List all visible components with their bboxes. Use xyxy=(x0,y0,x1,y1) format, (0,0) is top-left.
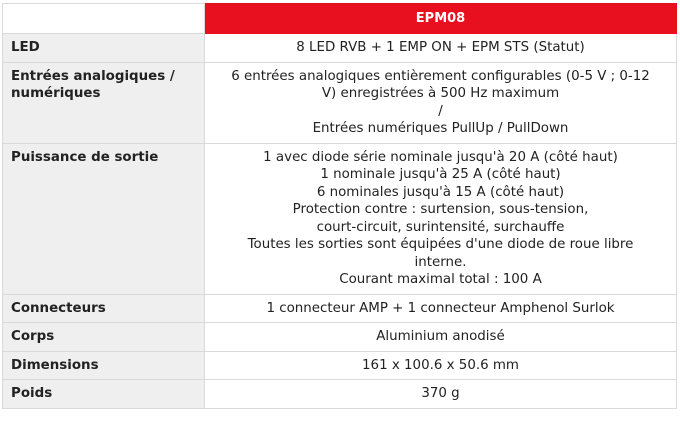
header-row xyxy=(3,4,677,34)
label-line: Corps xyxy=(11,329,55,344)
label-line: Poids xyxy=(11,386,53,401)
row-label xyxy=(3,351,205,380)
row-label xyxy=(3,323,205,352)
value-line: court-circuit, surintensité, surchauffe xyxy=(316,219,565,235)
value-line: 1 avec diode série nominale jusqu'à 20 A (côté haut) xyxy=(263,149,618,165)
row-label xyxy=(3,34,205,63)
label-line: Entrées analogiques / xyxy=(11,68,175,84)
value-line: Protection contre : surtension, sous-tension, xyxy=(292,202,589,217)
row-value xyxy=(205,143,677,294)
spec-table-header xyxy=(3,4,677,34)
label-line: numériques xyxy=(11,86,101,101)
row-value xyxy=(205,380,677,409)
header-blank-cell xyxy=(3,4,205,34)
value-line: 1 connecteur AMP + 1 connecteur Amphenol Surlok xyxy=(266,300,615,316)
row-output-power xyxy=(3,143,677,294)
model-name-header: EPM08 xyxy=(205,4,677,34)
row-connectors xyxy=(3,294,677,323)
spec-table xyxy=(2,3,677,409)
row-label xyxy=(3,380,205,409)
row-inputs xyxy=(3,62,677,143)
value-line: interne. xyxy=(414,254,467,270)
row-value xyxy=(205,351,677,380)
row-value xyxy=(205,34,677,63)
value-line: 370 g xyxy=(421,386,460,401)
value-line: 6 nominales jusqu'à 15 A (côté haut) xyxy=(316,184,565,200)
value-line: 8 LED RVB + 1 EMP ON + EPM STS (Statut) xyxy=(296,40,585,55)
label-line: Puissance de sortie xyxy=(11,149,159,165)
value-line: 1 nominale jusqu'à 25 A (côté haut) xyxy=(320,167,561,182)
row-weight xyxy=(3,380,677,409)
label-line: LED xyxy=(11,40,40,55)
row-value xyxy=(205,294,677,323)
row-label xyxy=(3,143,205,294)
row-label xyxy=(3,294,205,323)
label-line: Connecteurs xyxy=(11,300,106,316)
value-line: 161 x 100.6 x 50.6 mm xyxy=(362,357,519,373)
row-led xyxy=(3,34,677,63)
spec-table-body xyxy=(3,34,677,409)
row-body xyxy=(3,323,677,352)
value-line: / xyxy=(438,103,443,119)
value-line: Entrées numériques PullUp / PullDown xyxy=(312,121,569,136)
value-line: Aluminium anodisé xyxy=(376,329,505,344)
row-label xyxy=(3,62,205,143)
row-value xyxy=(205,323,677,352)
label-line: Dimensions xyxy=(11,357,99,373)
value-line: 6 entrées analogiques entièrement configurables (0-5 V ; 0-12 xyxy=(231,68,650,84)
row-value xyxy=(205,62,677,143)
row-dimensions xyxy=(3,351,677,380)
value-line: V) enregistrées à 500 Hz maximum xyxy=(321,86,560,101)
value-line: Courant maximal total : 100 A xyxy=(339,272,542,287)
value-line: Toutes les sorties sont équipées d'une diode de roue libre xyxy=(247,237,634,252)
